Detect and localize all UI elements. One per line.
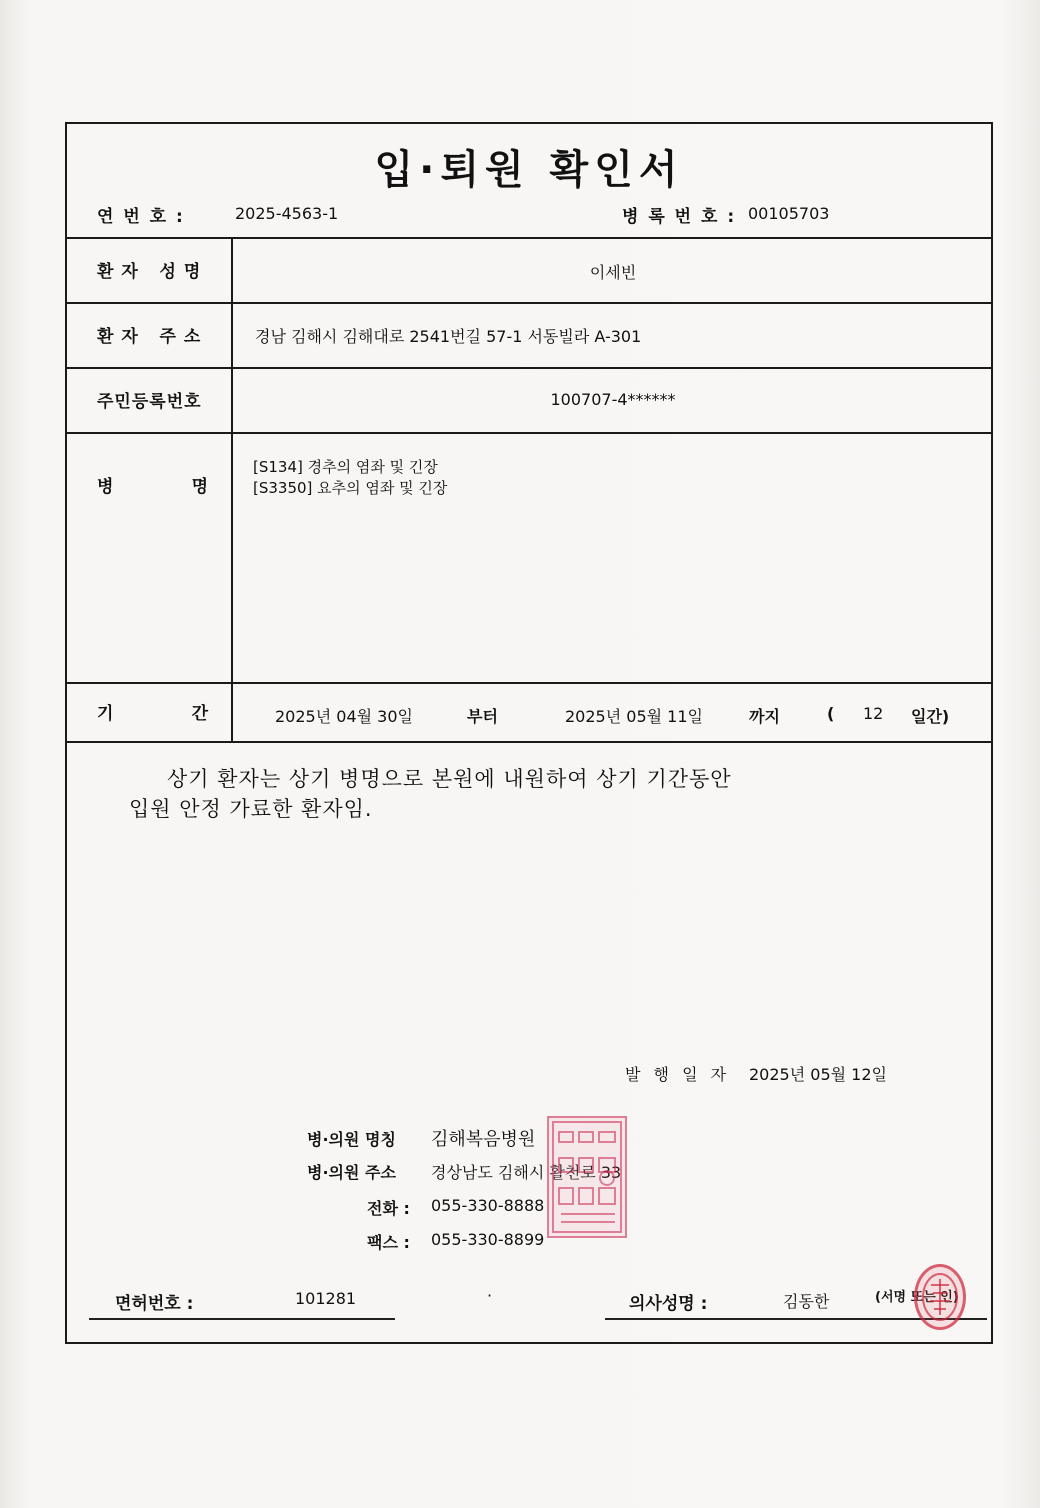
label-part: 기 (97, 704, 115, 724)
sign-note: (서명 또는 인) (875, 1290, 959, 1305)
disease-item: [S3350] 요추의 염좌 및 긴장 (253, 479, 448, 497)
document-title: 입·퇴원 확인서 (374, 147, 684, 193)
label-part: 성 명 (159, 262, 202, 282)
disease-list (253, 457, 447, 499)
certificate-frame (65, 122, 993, 1344)
label-part: 환 자 (97, 327, 139, 347)
period-paren: ( (827, 704, 835, 723)
hospital-name-label: 병·의원 명칭 (307, 1130, 396, 1149)
patient-name-value: 이세빈 (589, 263, 637, 282)
statement-line-1: 상기 환자는 상기 병명으로 본원에 내원하여 상기 기간동안 (167, 767, 732, 791)
hospital-name-value: 김해복음병원 (431, 1129, 536, 1150)
hospital-address-value: 경상남도 김해시 활천로 33 (431, 1163, 622, 1182)
period-label (67, 682, 231, 741)
hospital-seal-stamp (547, 1116, 627, 1238)
hospital-fax-value: 055-330-8899 (431, 1230, 545, 1249)
license-underline (89, 1318, 395, 1320)
period-from: 부터 (467, 707, 498, 726)
record-value: 00105703 (748, 204, 830, 223)
period-start: 2025년 04월 30일 (275, 707, 413, 726)
period-days-unit: 일간) (911, 707, 950, 726)
table-divider (67, 432, 991, 434)
label-part: 명 (191, 476, 209, 497)
label-part: 간 (191, 704, 209, 724)
disease-label (67, 469, 231, 499)
footer-dot: · (487, 1286, 493, 1305)
license-value: 101281 (295, 1289, 357, 1308)
serial-value: 2025-4563-1 (235, 204, 339, 223)
license-label: 면허번호 : (115, 1294, 194, 1314)
doctor-name-value: 김동한 (783, 1292, 830, 1311)
issue-date-value: 2025년 05월 12일 (749, 1065, 887, 1084)
record-label: 병 록 번 호 : (622, 207, 737, 227)
hospital-phone-value: 055-330-8888 (431, 1196, 545, 1215)
doctor-seal-stamp (914, 1264, 966, 1330)
issue-date-label: 발 행 일 자 (625, 1065, 731, 1084)
period-end: 2025년 05월 11일 (565, 707, 703, 726)
period-to: 까지 (749, 707, 780, 726)
patient-address-label (67, 302, 232, 367)
statement-line-2: 입원 안정 가료한 환자임. (129, 797, 373, 821)
hospital-phone-label: 전화 : (367, 1199, 410, 1218)
resident-number-value: 100707-4****** (550, 390, 676, 409)
hospital-fax-label: 팩스 : (367, 1233, 410, 1252)
patient-name-label (67, 237, 232, 302)
disease-item: [S134] 경추의 염좌 및 긴장 (253, 458, 438, 476)
seal-pattern (549, 1118, 625, 1236)
period-days: 12 (863, 704, 884, 723)
label-part: 병 (97, 476, 115, 497)
serial-label: 연 번 호 : (97, 207, 185, 227)
label-part: 환 자 (97, 262, 139, 282)
doctor-name-label: 의사성명 : (629, 1294, 708, 1314)
label-part: 주 소 (159, 327, 202, 347)
patient-address-value: 경남 김해시 김해대로 2541번길 57-1 서동빌라 A-301 (255, 327, 642, 346)
resident-number-label: 주민등록번호 (97, 392, 202, 412)
hospital-address-label: 병·의원 주소 (307, 1163, 396, 1182)
table-divider (67, 741, 991, 743)
seal-pattern (917, 1267, 963, 1327)
